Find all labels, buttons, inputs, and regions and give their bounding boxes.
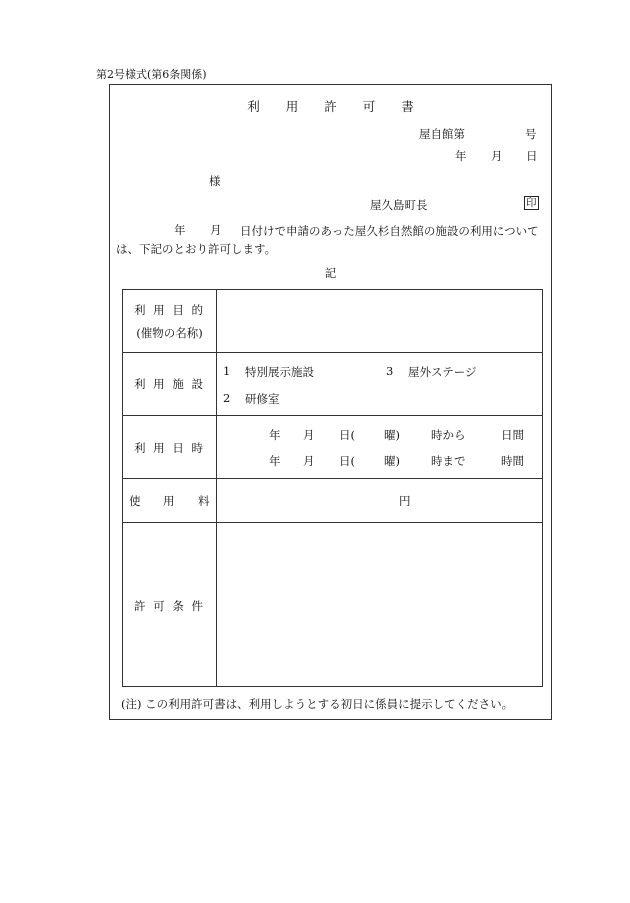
facility-option-name: 特別展示施設 xyxy=(245,365,314,379)
permit-document xyxy=(109,84,552,720)
document-title xyxy=(110,97,551,115)
from-time: 時から xyxy=(431,428,466,442)
issuer-number-prefix: 屋自館第 xyxy=(419,127,465,141)
from-weekday: 曜) xyxy=(384,428,400,442)
date-month: 月 xyxy=(491,149,503,163)
ki-heading: 記 xyxy=(324,266,337,280)
row-divider xyxy=(123,478,542,479)
duration-days: 日間 xyxy=(501,428,524,442)
facility-option-name: 屋外ステージ xyxy=(408,365,477,379)
facility-option-number: 2 xyxy=(223,391,231,405)
purpose-label: 利 用 目 的 xyxy=(134,303,205,317)
conditions-label: 許 可 条 件 xyxy=(134,599,205,613)
issuer-name: 屋久島町長 xyxy=(370,198,428,212)
purpose-sub-label: (催物の名称) xyxy=(136,326,203,340)
facility-option-number: 3 xyxy=(386,364,394,378)
form-number-label: 第2号様式(第6条関係) xyxy=(96,68,207,81)
duration-hours: 時間 xyxy=(501,454,524,468)
title-char: 許 xyxy=(324,99,337,114)
date-year: 年 xyxy=(455,149,467,163)
body-year: 年 xyxy=(174,223,186,237)
fee-label-char: 料 xyxy=(198,494,210,508)
permit-statement: 日付けで申請のあった屋久杉自然館の施設の利用については、下記のとおり許可します。 xyxy=(116,224,539,256)
fee-unit: 円 xyxy=(399,494,411,508)
body-month: 月 xyxy=(210,223,222,237)
row-divider xyxy=(123,352,542,353)
facility-option-number: 1 xyxy=(223,364,231,378)
to-weekday: 曜) xyxy=(384,454,400,468)
row-divider xyxy=(123,415,542,416)
from-year: 年 xyxy=(269,428,281,442)
title-char: 用 xyxy=(285,99,299,114)
fee-label-char: 使 xyxy=(129,494,141,508)
title-char: 利 xyxy=(247,99,260,114)
footnote: (注) この利用許可書は、利用しようとする初日に係員に提示してください。 xyxy=(121,697,514,711)
to-day: 日( xyxy=(339,454,355,468)
datetime-label: 利 用 日 時 xyxy=(134,441,205,455)
to-month: 月 xyxy=(303,454,315,468)
date-day: 日 xyxy=(526,149,538,163)
facility-option-name: 研修室 xyxy=(245,392,280,406)
to-time: 時まで xyxy=(431,454,466,468)
title-char: 書 xyxy=(401,99,414,114)
seal-mark: 印 xyxy=(526,197,537,209)
from-day: 日( xyxy=(339,428,355,442)
facility-label: 利 用 施 設 xyxy=(134,377,205,391)
to-year: 年 xyxy=(269,454,281,468)
issuer-number-suffix: 号 xyxy=(525,127,537,141)
row-divider xyxy=(123,522,542,523)
fee-label-char: 用 xyxy=(163,494,175,508)
title-char: 可 xyxy=(362,99,376,114)
from-month: 月 xyxy=(303,428,315,442)
column-divider xyxy=(216,290,217,686)
permit-details-table xyxy=(122,289,543,687)
addressee-suffix: 様 xyxy=(209,174,221,188)
